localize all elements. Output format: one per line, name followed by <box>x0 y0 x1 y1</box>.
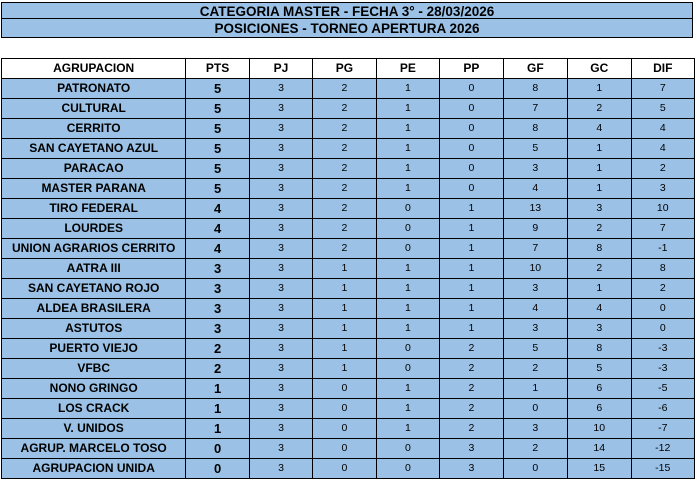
pe-cell: 0 <box>376 459 439 479</box>
pe-cell: 1 <box>376 279 439 299</box>
gf-cell: 13 <box>503 199 567 219</box>
table-row <box>2 379 695 399</box>
dif-cell: -1 <box>631 239 695 259</box>
pg-cell: 0 <box>313 459 376 479</box>
dif-cell: 4 <box>631 119 695 139</box>
pg-cell: 2 <box>313 79 376 99</box>
pe-cell: 1 <box>376 319 439 339</box>
team-name: NONO GRINGO <box>2 379 186 399</box>
pg-cell: 2 <box>313 239 376 259</box>
team-name: AGRUPACION UNIDA <box>2 459 186 479</box>
pp-cell: 0 <box>440 119 503 139</box>
gf-cell: 4 <box>503 179 567 199</box>
pe-cell: 1 <box>376 99 439 119</box>
dif-cell: 2 <box>631 279 695 299</box>
pp-cell: 0 <box>440 179 503 199</box>
dif-cell: -6 <box>631 399 695 419</box>
table-row <box>2 259 695 279</box>
pj-cell: 3 <box>249 119 312 139</box>
pg-cell: 1 <box>313 279 376 299</box>
pg-cell: 2 <box>313 119 376 139</box>
gc-cell: 5 <box>568 359 631 379</box>
column-header-gc: GC <box>568 59 631 79</box>
team-name: LOURDES <box>2 219 186 239</box>
gf-cell: 3 <box>503 419 567 439</box>
team-name: LOS CRACK <box>2 399 186 419</box>
team-name: VFBC <box>2 359 186 379</box>
team-name: MASTER PARANA <box>2 179 186 199</box>
pp-cell: 1 <box>440 239 503 259</box>
table-row <box>2 419 695 439</box>
gf-cell: 10 <box>503 259 567 279</box>
gc-cell: 3 <box>568 319 631 339</box>
pj-cell: 3 <box>249 179 312 199</box>
pp-cell: 1 <box>440 259 503 279</box>
table-row <box>2 99 695 119</box>
pe-cell: 0 <box>376 199 439 219</box>
pe-cell: 1 <box>376 399 439 419</box>
pg-cell: 1 <box>313 359 376 379</box>
team-name: PARACAO <box>2 159 186 179</box>
dif-cell: 7 <box>631 219 695 239</box>
page-title: CATEGORIA MASTER - FECHA 3° - 28/03/2026 <box>1 2 693 19</box>
pts-cell: 2 <box>186 339 249 359</box>
pe-cell: 1 <box>376 299 439 319</box>
pj-cell: 3 <box>249 419 312 439</box>
table-row <box>2 359 695 379</box>
gf-cell: 9 <box>503 219 567 239</box>
table-row <box>2 239 695 259</box>
gf-cell: 4 <box>503 299 567 319</box>
team-name: AATRA III <box>2 259 186 279</box>
dif-cell: -12 <box>631 439 695 459</box>
pp-cell: 2 <box>440 339 503 359</box>
pts-cell: 5 <box>186 179 249 199</box>
pj-cell: 3 <box>249 139 312 159</box>
pe-cell: 1 <box>376 179 439 199</box>
pts-cell: 1 <box>186 419 249 439</box>
dif-cell: 4 <box>631 139 695 159</box>
gf-cell: 0 <box>503 399 567 419</box>
gc-cell: 1 <box>568 279 631 299</box>
pg-cell: 1 <box>313 259 376 279</box>
team-name: PUERTO VIEJO <box>2 339 186 359</box>
pp-cell: 0 <box>440 79 503 99</box>
pts-cell: 3 <box>186 279 249 299</box>
gf-cell: 7 <box>503 99 567 119</box>
pts-cell: 5 <box>186 79 249 99</box>
table-row <box>2 299 695 319</box>
pts-cell: 5 <box>186 139 249 159</box>
pp-cell: 0 <box>440 99 503 119</box>
team-name: AGRUP. MARCELO TOSO <box>2 439 186 459</box>
pts-cell: 4 <box>186 219 249 239</box>
gc-cell: 10 <box>568 419 631 439</box>
gc-cell: 2 <box>568 219 631 239</box>
pts-cell: 0 <box>186 439 249 459</box>
pp-cell: 0 <box>440 139 503 159</box>
gc-cell: 3 <box>568 199 631 219</box>
dif-cell: 0 <box>631 319 695 339</box>
pj-cell: 3 <box>249 199 312 219</box>
pts-cell: 3 <box>186 319 249 339</box>
pj-cell: 3 <box>249 339 312 359</box>
gc-cell: 6 <box>568 399 631 419</box>
dif-cell: -3 <box>631 359 695 379</box>
pp-cell: 1 <box>440 319 503 339</box>
pp-cell: 1 <box>440 199 503 219</box>
dif-cell: -15 <box>631 459 695 479</box>
pj-cell: 3 <box>249 379 312 399</box>
pe-cell: 1 <box>376 119 439 139</box>
pg-cell: 0 <box>313 379 376 399</box>
table-row <box>2 399 695 419</box>
pj-cell: 3 <box>249 439 312 459</box>
gc-cell: 8 <box>568 339 631 359</box>
table-row <box>2 199 695 219</box>
team-name: CULTURAL <box>2 99 186 119</box>
pj-cell: 3 <box>249 399 312 419</box>
gf-cell: 5 <box>503 339 567 359</box>
team-name: SAN CAYETANO AZUL <box>2 139 186 159</box>
team-name: ALDEA BRASILERA <box>2 299 186 319</box>
team-name: CERRITO <box>2 119 186 139</box>
pj-cell: 3 <box>249 259 312 279</box>
column-header-pp: PP <box>440 59 503 79</box>
pg-cell: 2 <box>313 139 376 159</box>
gf-cell: 2 <box>503 439 567 459</box>
gc-cell: 2 <box>568 99 631 119</box>
pg-cell: 2 <box>313 99 376 119</box>
gc-cell: 14 <box>568 439 631 459</box>
table-row <box>2 439 695 459</box>
pts-cell: 5 <box>186 119 249 139</box>
pp-cell: 0 <box>440 159 503 179</box>
dif-cell: -7 <box>631 419 695 439</box>
pe-cell: 1 <box>376 79 439 99</box>
team-name: UNION AGRARIOS CERRITO <box>2 239 186 259</box>
gc-cell: 6 <box>568 379 631 399</box>
gc-cell: 1 <box>568 139 631 159</box>
pts-cell: 2 <box>186 359 249 379</box>
pg-cell: 1 <box>313 339 376 359</box>
gf-cell: 3 <box>503 279 567 299</box>
pg-cell: 2 <box>313 199 376 219</box>
pts-cell: 5 <box>186 159 249 179</box>
team-name: SAN CAYETANO ROJO <box>2 279 186 299</box>
team-name: V. UNIDOS <box>2 419 186 439</box>
table-row <box>2 279 695 299</box>
table-header-row <box>2 59 695 79</box>
gf-cell: 0 <box>503 459 567 479</box>
pe-cell: 1 <box>376 159 439 179</box>
pp-cell: 1 <box>440 279 503 299</box>
team-name: ASTUTOS <box>2 319 186 339</box>
table-row <box>2 219 695 239</box>
title-block <box>1 2 693 38</box>
gf-cell: 2 <box>503 359 567 379</box>
pp-cell: 3 <box>440 459 503 479</box>
pg-cell: 1 <box>313 319 376 339</box>
pp-cell: 2 <box>440 399 503 419</box>
pts-cell: 1 <box>186 379 249 399</box>
standings-table <box>1 58 695 479</box>
table-row <box>2 179 695 199</box>
gc-cell: 15 <box>568 459 631 479</box>
gc-cell: 1 <box>568 79 631 99</box>
dif-cell: 10 <box>631 199 695 219</box>
gc-cell: 2 <box>568 259 631 279</box>
gc-cell: 8 <box>568 239 631 259</box>
pj-cell: 3 <box>249 299 312 319</box>
gf-cell: 8 <box>503 119 567 139</box>
pe-cell: 1 <box>376 139 439 159</box>
pe-cell: 0 <box>376 339 439 359</box>
column-header-pj: PJ <box>249 59 312 79</box>
pts-cell: 4 <box>186 239 249 259</box>
pp-cell: 2 <box>440 419 503 439</box>
column-header-pts: PTS <box>186 59 249 79</box>
column-header-agrupacion: AGRUPACION <box>2 59 186 79</box>
pts-cell: 3 <box>186 259 249 279</box>
page-subtitle: POSICIONES - TORNEO APERTURA 2026 <box>1 19 693 38</box>
pts-cell: 1 <box>186 399 249 419</box>
pg-cell: 2 <box>313 159 376 179</box>
team-name: TIRO FEDERAL <box>2 199 186 219</box>
pts-cell: 5 <box>186 99 249 119</box>
pp-cell: 2 <box>440 359 503 379</box>
pg-cell: 0 <box>313 399 376 419</box>
column-header-pg: PG <box>313 59 376 79</box>
pj-cell: 3 <box>249 159 312 179</box>
pe-cell: 0 <box>376 439 439 459</box>
table-row <box>2 159 695 179</box>
pg-cell: 2 <box>313 179 376 199</box>
pp-cell: 1 <box>440 299 503 319</box>
pp-cell: 3 <box>440 439 503 459</box>
pe-cell: 1 <box>376 419 439 439</box>
pe-cell: 0 <box>376 219 439 239</box>
pj-cell: 3 <box>249 359 312 379</box>
gf-cell: 3 <box>503 319 567 339</box>
dif-cell: -5 <box>631 379 695 399</box>
pj-cell: 3 <box>249 219 312 239</box>
pe-cell: 0 <box>376 239 439 259</box>
table-row <box>2 339 695 359</box>
gf-cell: 3 <box>503 159 567 179</box>
gc-cell: 4 <box>568 119 631 139</box>
pg-cell: 0 <box>313 419 376 439</box>
gc-cell: 1 <box>568 159 631 179</box>
table-row <box>2 119 695 139</box>
pts-cell: 0 <box>186 459 249 479</box>
pp-cell: 1 <box>440 219 503 239</box>
dif-cell: 3 <box>631 179 695 199</box>
dif-cell: 7 <box>631 79 695 99</box>
gf-cell: 8 <box>503 79 567 99</box>
team-name: PATRONATO <box>2 79 186 99</box>
pe-cell: 0 <box>376 359 439 379</box>
pg-cell: 2 <box>313 219 376 239</box>
dif-cell: 5 <box>631 99 695 119</box>
pp-cell: 2 <box>440 379 503 399</box>
table-row <box>2 139 695 159</box>
column-header-dif: DIF <box>631 59 695 79</box>
pj-cell: 3 <box>249 239 312 259</box>
pts-cell: 4 <box>186 199 249 219</box>
pts-cell: 3 <box>186 299 249 319</box>
pj-cell: 3 <box>249 459 312 479</box>
pe-cell: 1 <box>376 379 439 399</box>
gf-cell: 5 <box>503 139 567 159</box>
pg-cell: 1 <box>313 299 376 319</box>
gf-cell: 1 <box>503 379 567 399</box>
column-header-pe: PE <box>376 59 439 79</box>
pe-cell: 1 <box>376 259 439 279</box>
dif-cell: 8 <box>631 259 695 279</box>
table-row <box>2 79 695 99</box>
gc-cell: 4 <box>568 299 631 319</box>
gf-cell: 7 <box>503 239 567 259</box>
table-row <box>2 319 695 339</box>
pj-cell: 3 <box>249 319 312 339</box>
pj-cell: 3 <box>249 79 312 99</box>
pj-cell: 3 <box>249 99 312 119</box>
dif-cell: 0 <box>631 299 695 319</box>
table-row <box>2 459 695 479</box>
pg-cell: 0 <box>313 439 376 459</box>
pj-cell: 3 <box>249 279 312 299</box>
gc-cell: 1 <box>568 179 631 199</box>
dif-cell: 2 <box>631 159 695 179</box>
column-header-gf: GF <box>503 59 567 79</box>
dif-cell: -3 <box>631 339 695 359</box>
